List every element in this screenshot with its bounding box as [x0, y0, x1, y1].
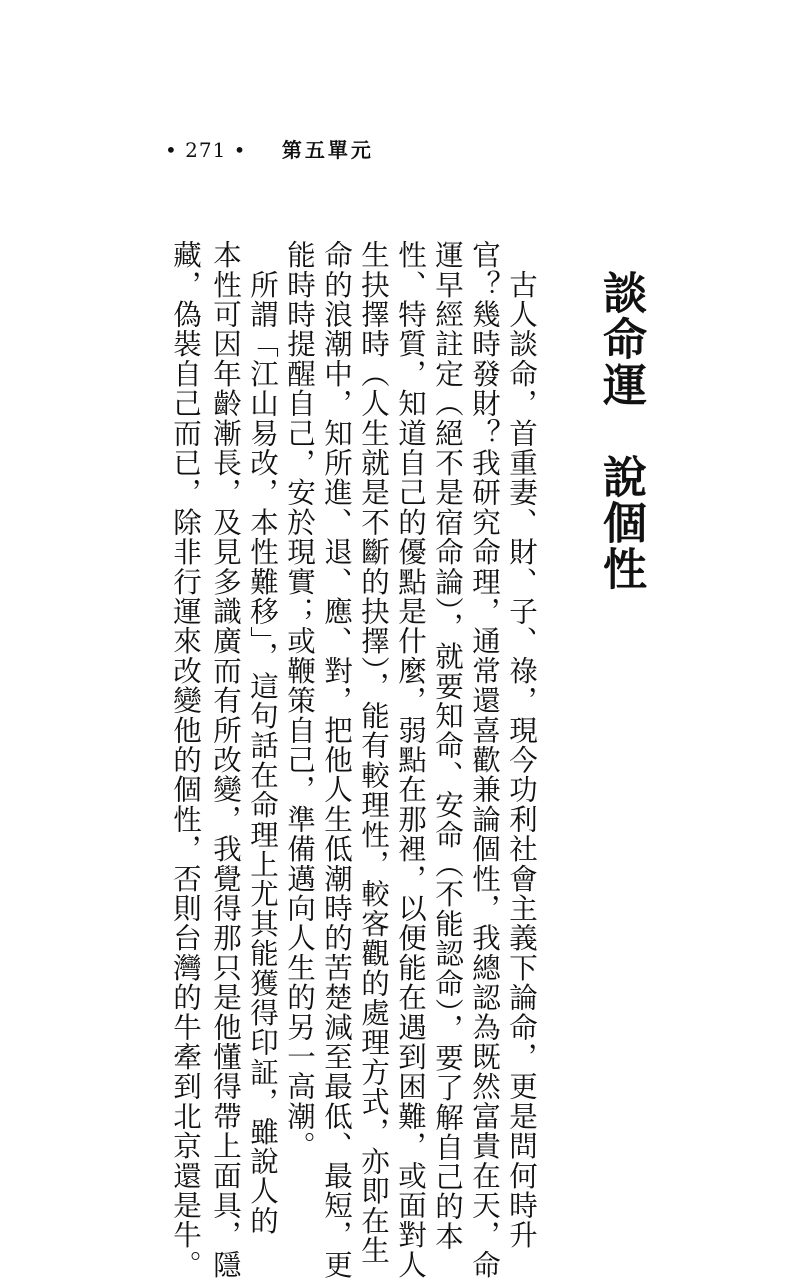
text-column: 藏，偽裝自己而已，除非行運來改變他的個性，否則台灣的牛牽到北京還是牛。 — [169, 240, 202, 1280]
text-column: 生抉擇時（人生就是不斷的抉擇），能有較理性，較客觀的處理方式，亦即在生 — [357, 240, 390, 1266]
text-column: 本性可因年齡漸長，及見多識廣而有所改變，我覺得那只是他懂得帶上面具，隱 — [209, 240, 242, 1280]
running-header — [165, 134, 374, 163]
text-column: 能時時提醒自己，安於現實；或鞭策自己，準備邁向人生的另一高潮。 — [283, 240, 316, 1161]
text-column: 性、特質，知道自己的優點是什麼，弱點在那裡，以便能在遇到困難，或面對人 — [394, 240, 427, 1280]
text-column: 所謂「江山易改，本性難移」，這句話在命理上尤其能獲得印証，雖說人的 — [246, 240, 279, 1236]
text-column: 官？幾時發財？我研究命理，通常還喜歡兼論個性，我總認為既然富貴在天，命 — [468, 240, 501, 1280]
section-title: 第五單元 — [281, 138, 374, 162]
article-title: 談命運 說個性 — [595, 270, 646, 592]
text-column: 古人談命，首重妻、財、子、祿，現今功利社會主義下論命，更是問何時升 — [505, 240, 538, 1250]
page-number: • 271 • — [165, 138, 247, 162]
text-column: 運早經註定（絕不是宿命論），就要知命、安命（不能認命），要了解自己的本 — [431, 240, 464, 1251]
text-column: 命的浪潮中，知所進、退、應、對，把他人生低潮時的苦楚減至最低、最短，更 — [320, 240, 353, 1280]
